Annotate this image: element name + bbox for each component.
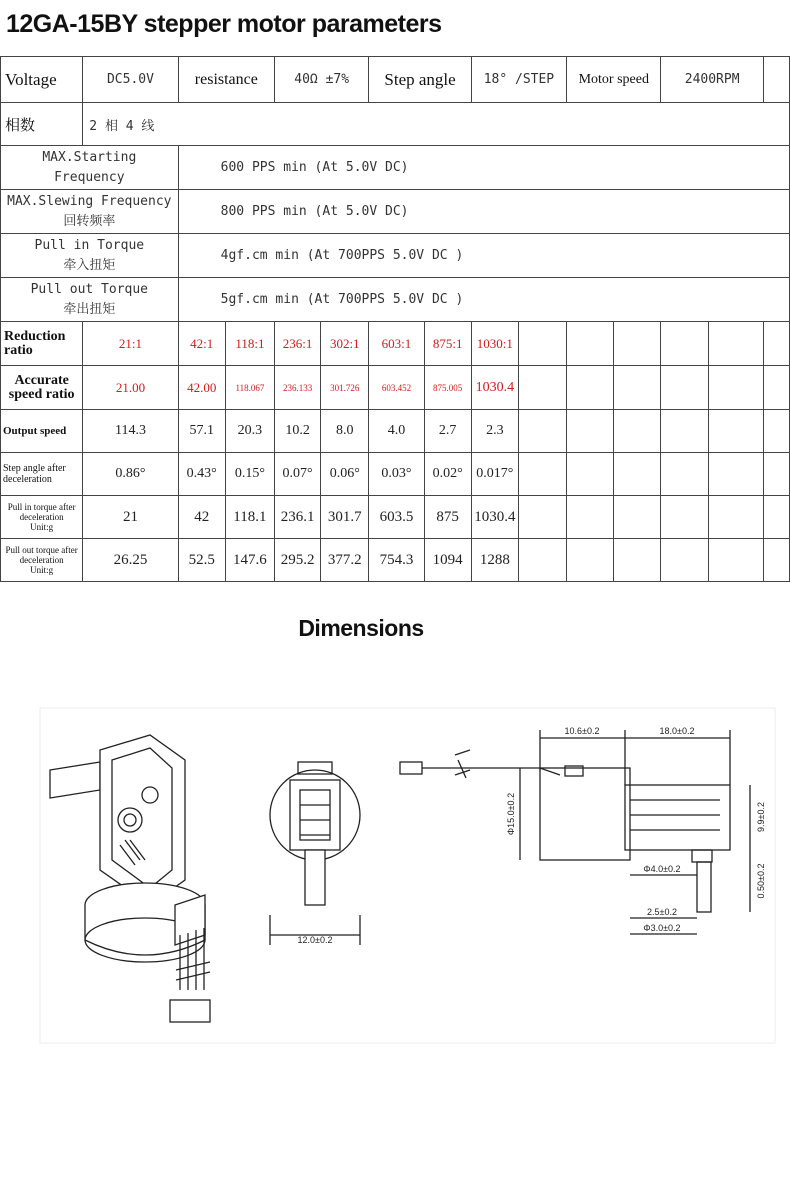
step-angle-cell: 0.86° xyxy=(83,453,178,496)
table-row xyxy=(1,190,790,234)
step-angle-cell: 0.06° xyxy=(321,453,369,496)
ratio-cell: 118:1 xyxy=(225,322,274,366)
resistance-value: 40Ω ±7% xyxy=(275,57,369,103)
table-row xyxy=(1,366,790,410)
flat-width-label: 2.5±0.2 xyxy=(647,907,677,917)
dimension-drawings xyxy=(0,690,790,1050)
param-label-line2: 牵入扭矩 xyxy=(63,257,116,273)
empty-cell xyxy=(614,496,661,539)
table-row xyxy=(1,146,790,190)
accurate-ratio-cell: 118.067 xyxy=(225,366,274,410)
shaft-offset-label: 0.50±0.2 xyxy=(756,863,766,899)
empty-cell xyxy=(518,366,566,410)
shaft-diameter-label: Φ3.0±0.2 xyxy=(643,923,681,933)
row-label-line1: Reduction xyxy=(4,328,66,344)
empty-cell xyxy=(763,322,789,366)
empty-cell xyxy=(567,539,614,582)
pull-out-torque-cell: 1094 xyxy=(424,539,471,582)
empty-cell xyxy=(661,539,708,582)
phase-label: 相数 xyxy=(1,103,83,146)
shaft-block-label: 10.6±0.2 xyxy=(564,726,600,736)
front-width-label: 12.0±0.2 xyxy=(297,935,333,945)
step-angle-cell: 0.15° xyxy=(225,453,274,496)
row-label-line2: deceleration xyxy=(19,512,64,522)
pull-in-torque-cell: 1030.4 xyxy=(471,496,518,539)
empty-cell xyxy=(763,57,789,103)
empty-cell xyxy=(708,539,763,582)
empty-cell xyxy=(518,322,566,366)
table-row xyxy=(1,57,790,103)
row-label-line2: ratio xyxy=(4,342,33,358)
param-label-line2: 牵出扭矩 xyxy=(63,301,116,317)
ratio-cell: 42:1 xyxy=(178,322,225,366)
empty-cell xyxy=(518,539,566,582)
row-label-line1: Pull in torque after xyxy=(7,502,76,512)
row-label: Output speed xyxy=(1,410,83,453)
output-speed-cell: 10.2 xyxy=(275,410,321,453)
motor-speed-value: 2400RPM xyxy=(661,57,763,103)
table-row xyxy=(1,539,790,582)
empty-cell xyxy=(763,453,789,496)
empty-cell xyxy=(518,496,566,539)
param-value: 600 PPS min (At 5.0V DC) xyxy=(178,146,789,190)
pull-out-torque-cell: 295.2 xyxy=(275,539,321,582)
empty-cell xyxy=(708,366,763,410)
pull-out-torque-cell: 754.3 xyxy=(369,539,424,582)
accurate-ratio-cell: 1030.4 xyxy=(471,366,518,410)
dimensions-title: Dimensions xyxy=(298,615,424,641)
empty-cell xyxy=(518,410,566,453)
pull-out-torque-cell: 26.25 xyxy=(83,539,178,582)
output-speed-cell: 57.1 xyxy=(178,410,225,453)
accurate-ratio-cell: 875.005 xyxy=(424,366,471,410)
param-value: 4gf.cm min (At 700PPS 5.0V DC ) xyxy=(178,234,789,278)
param-label-line1: MAX.Starting xyxy=(42,149,137,165)
empty-cell xyxy=(763,410,789,453)
ratio-cell: 1030:1 xyxy=(471,322,518,366)
empty-cell xyxy=(661,322,708,366)
empty-cell xyxy=(614,366,661,410)
pull-in-torque-cell: 42 xyxy=(178,496,225,539)
step-angle-value: 18° /STEP xyxy=(471,57,566,103)
empty-cell xyxy=(518,453,566,496)
voltage-label: Voltage xyxy=(1,57,83,103)
empty-cell xyxy=(614,453,661,496)
empty-cell xyxy=(567,496,614,539)
pull-in-torque-cell: 603.5 xyxy=(369,496,424,539)
pull-out-torque-cell: 52.5 xyxy=(178,539,225,582)
output-speed-cell: 2.3 xyxy=(471,410,518,453)
empty-cell xyxy=(661,410,708,453)
table-row xyxy=(1,453,790,496)
empty-cell xyxy=(763,496,789,539)
pull-out-torque-cell: 1288 xyxy=(471,539,518,582)
empty-cell xyxy=(661,453,708,496)
page-title: 12GA-15BY stepper motor parameters xyxy=(6,10,442,38)
motor-diameter-label: Φ15.0±0.2 xyxy=(506,792,516,836)
output-speed-cell: 114.3 xyxy=(83,410,178,453)
step-angle-cell: 0.02° xyxy=(424,453,471,496)
output-speed-cell: 20.3 xyxy=(225,410,274,453)
table-row xyxy=(1,496,790,539)
voltage-value: DC5.0V xyxy=(83,57,178,103)
step-angle-cell: 0.43° xyxy=(178,453,225,496)
pull-in-torque-cell: 875 xyxy=(424,496,471,539)
param-label-line2: 回转频率 xyxy=(63,213,116,229)
empty-cell xyxy=(567,322,614,366)
empty-cell xyxy=(567,453,614,496)
param-label-line1: Pull in Torque xyxy=(34,237,145,253)
step-angle-cell: 0.017° xyxy=(471,453,518,496)
accurate-ratio-cell: 21.00 xyxy=(83,366,178,410)
ratio-cell: 603:1 xyxy=(369,322,424,366)
motor-speed-label: Motor speed xyxy=(567,57,661,103)
ratio-cell: 875:1 xyxy=(424,322,471,366)
pull-in-torque-cell: 301.7 xyxy=(321,496,369,539)
accurate-ratio-cell: 603.452 xyxy=(369,366,424,410)
row-label-line1: Accurate xyxy=(14,372,69,388)
ratio-cell: 21:1 xyxy=(83,322,178,366)
gearbox-height-label: 9.9±0.2 xyxy=(756,802,766,832)
param-label-line1: Pull out Torque xyxy=(30,281,149,297)
row-label-line1: Pull out torque after xyxy=(5,545,78,555)
empty-cell xyxy=(614,539,661,582)
row-label-line3: Unit:g xyxy=(30,522,54,532)
empty-cell xyxy=(763,366,789,410)
param-value: 5gf.cm min (At 700PPS 5.0V DC ) xyxy=(178,278,789,322)
empty-cell xyxy=(567,366,614,410)
connector-icon xyxy=(170,1000,210,1022)
output-speed-cell: 4.0 xyxy=(369,410,424,453)
row-label-line2: speed ratio xyxy=(8,386,75,402)
table-row xyxy=(1,410,790,453)
pull-in-torque-cell: 21 xyxy=(83,496,178,539)
empty-cell xyxy=(567,410,614,453)
row-label-line1: Step angle after xyxy=(3,463,66,474)
table-row xyxy=(1,278,790,322)
empty-cell xyxy=(763,539,789,582)
ratio-cell: 302:1 xyxy=(321,322,369,366)
boss-diameter-label: Φ4.0±0.2 xyxy=(643,864,681,874)
table-row xyxy=(1,234,790,278)
param-label-line2: Frequency xyxy=(54,169,125,185)
empty-cell xyxy=(661,496,708,539)
resistance-label: resistance xyxy=(178,57,274,103)
param-value: 800 PPS min (At 5.0V DC) xyxy=(178,190,789,234)
output-speed-cell: 2.7 xyxy=(424,410,471,453)
accurate-ratio-cell: 42.00 xyxy=(178,366,225,410)
empty-cell xyxy=(708,410,763,453)
output-shaft xyxy=(305,850,325,905)
accurate-ratio-cell: 301.726 xyxy=(321,366,369,410)
empty-cell xyxy=(614,410,661,453)
step-angle-cell: 0.07° xyxy=(275,453,321,496)
row-label-line3: Unit:g xyxy=(30,565,54,575)
table-row xyxy=(1,322,790,366)
pull-out-torque-cell: 377.2 xyxy=(321,539,369,582)
parameter-table xyxy=(0,56,790,582)
phase-value: 2 相 4 线 xyxy=(83,103,790,146)
empty-cell xyxy=(661,366,708,410)
empty-cell xyxy=(708,496,763,539)
output-speed-cell: 8.0 xyxy=(321,410,369,453)
step-angle-cell: 0.03° xyxy=(369,453,424,496)
gearbox-length-label: 18.0±0.2 xyxy=(659,726,695,736)
pull-in-torque-cell: 118.1 xyxy=(225,496,274,539)
accurate-ratio-cell: 236.133 xyxy=(275,366,321,410)
row-label-line2: deceleration xyxy=(19,555,64,565)
ratio-cell: 236:1 xyxy=(275,322,321,366)
param-label-line1: MAX.Slewing Frequency xyxy=(7,193,172,209)
table-row xyxy=(1,103,790,146)
empty-cell xyxy=(708,453,763,496)
empty-cell xyxy=(708,322,763,366)
row-label-line2: deceleration xyxy=(3,474,52,485)
pull-in-torque-cell: 236.1 xyxy=(275,496,321,539)
step-angle-label: Step angle xyxy=(369,57,471,103)
pull-out-torque-cell: 147.6 xyxy=(225,539,274,582)
empty-cell xyxy=(614,322,661,366)
